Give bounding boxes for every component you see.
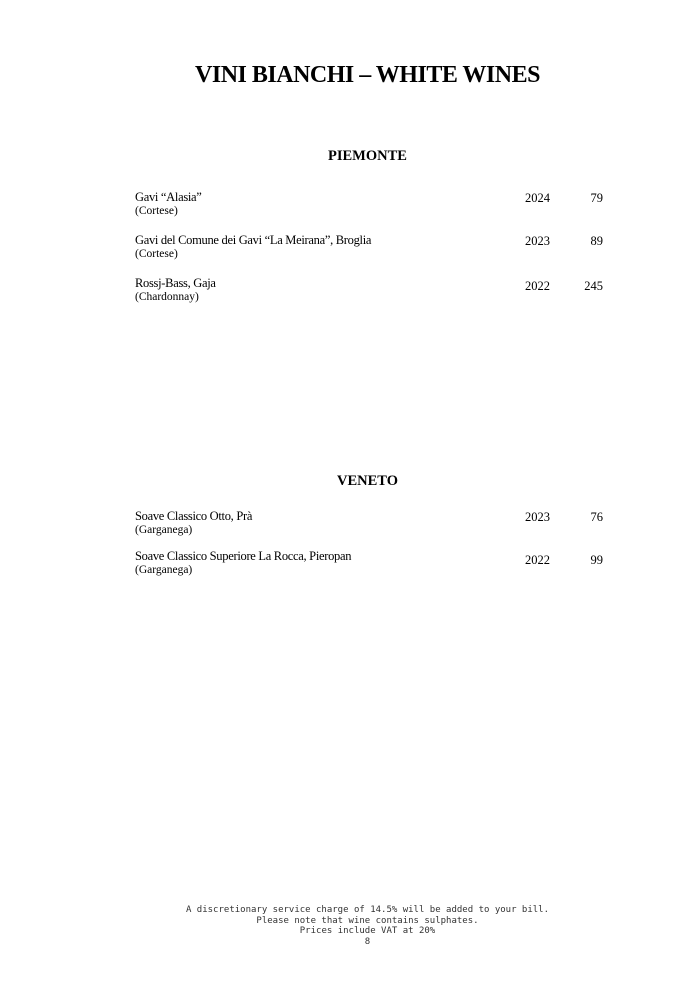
region-heading-veneto: VENETO (337, 473, 398, 489)
wine-row (135, 233, 605, 276)
wine-price: 89 (590, 234, 603, 248)
wine-row (135, 509, 605, 549)
wine-price: 99 (590, 553, 603, 567)
wine-grape: (Garganega) (135, 564, 193, 576)
wine-price: 245 (584, 279, 603, 293)
page-number: 8 (364, 936, 371, 947)
wine-grape: (Chardonnay) (135, 291, 199, 303)
sulphates-note: Please note that wine contains sulphates. (256, 915, 479, 926)
wine-row (135, 549, 605, 592)
wine-grape: (Cortese) (135, 248, 178, 260)
wine-price: 79 (590, 191, 603, 205)
wine-name: Rossj-Bass, Gaja (135, 276, 216, 290)
page-title: VINI BIANCHI – WHITE WINES (195, 62, 540, 88)
wine-list-veneto (135, 509, 605, 592)
wine-vintage: 2022 (525, 553, 550, 567)
wine-row (135, 190, 605, 233)
wine-list-piemonte (135, 190, 605, 319)
wine-vintage: 2024 (525, 191, 550, 205)
wine-name: Soave Classico Otto, Prà (135, 509, 253, 523)
wine-row (135, 276, 605, 319)
wine-price: 76 (590, 510, 603, 524)
wine-name: Gavi “Alasia” (135, 190, 202, 204)
service-charge-note: A discretionary service charge of 14.5% will be added to your bill. (185, 905, 550, 915)
wine-name: Soave Classico Superiore La Rocca, Pieropan (135, 549, 352, 563)
wine-grape: (Cortese) (135, 205, 178, 217)
footer-notes (0, 905, 700, 947)
wine-vintage: 2022 (525, 279, 550, 293)
region-heading-piemonte: PIEMONTE (328, 148, 407, 164)
vat-note: Prices include VAT at 20% (299, 926, 436, 936)
wine-name: Gavi del Comune dei Gavi “La Meirana”, Broglia (135, 233, 372, 247)
wine-grape: (Garganega) (135, 524, 193, 536)
wine-vintage: 2023 (525, 234, 550, 248)
wine-vintage: 2023 (525, 510, 550, 524)
